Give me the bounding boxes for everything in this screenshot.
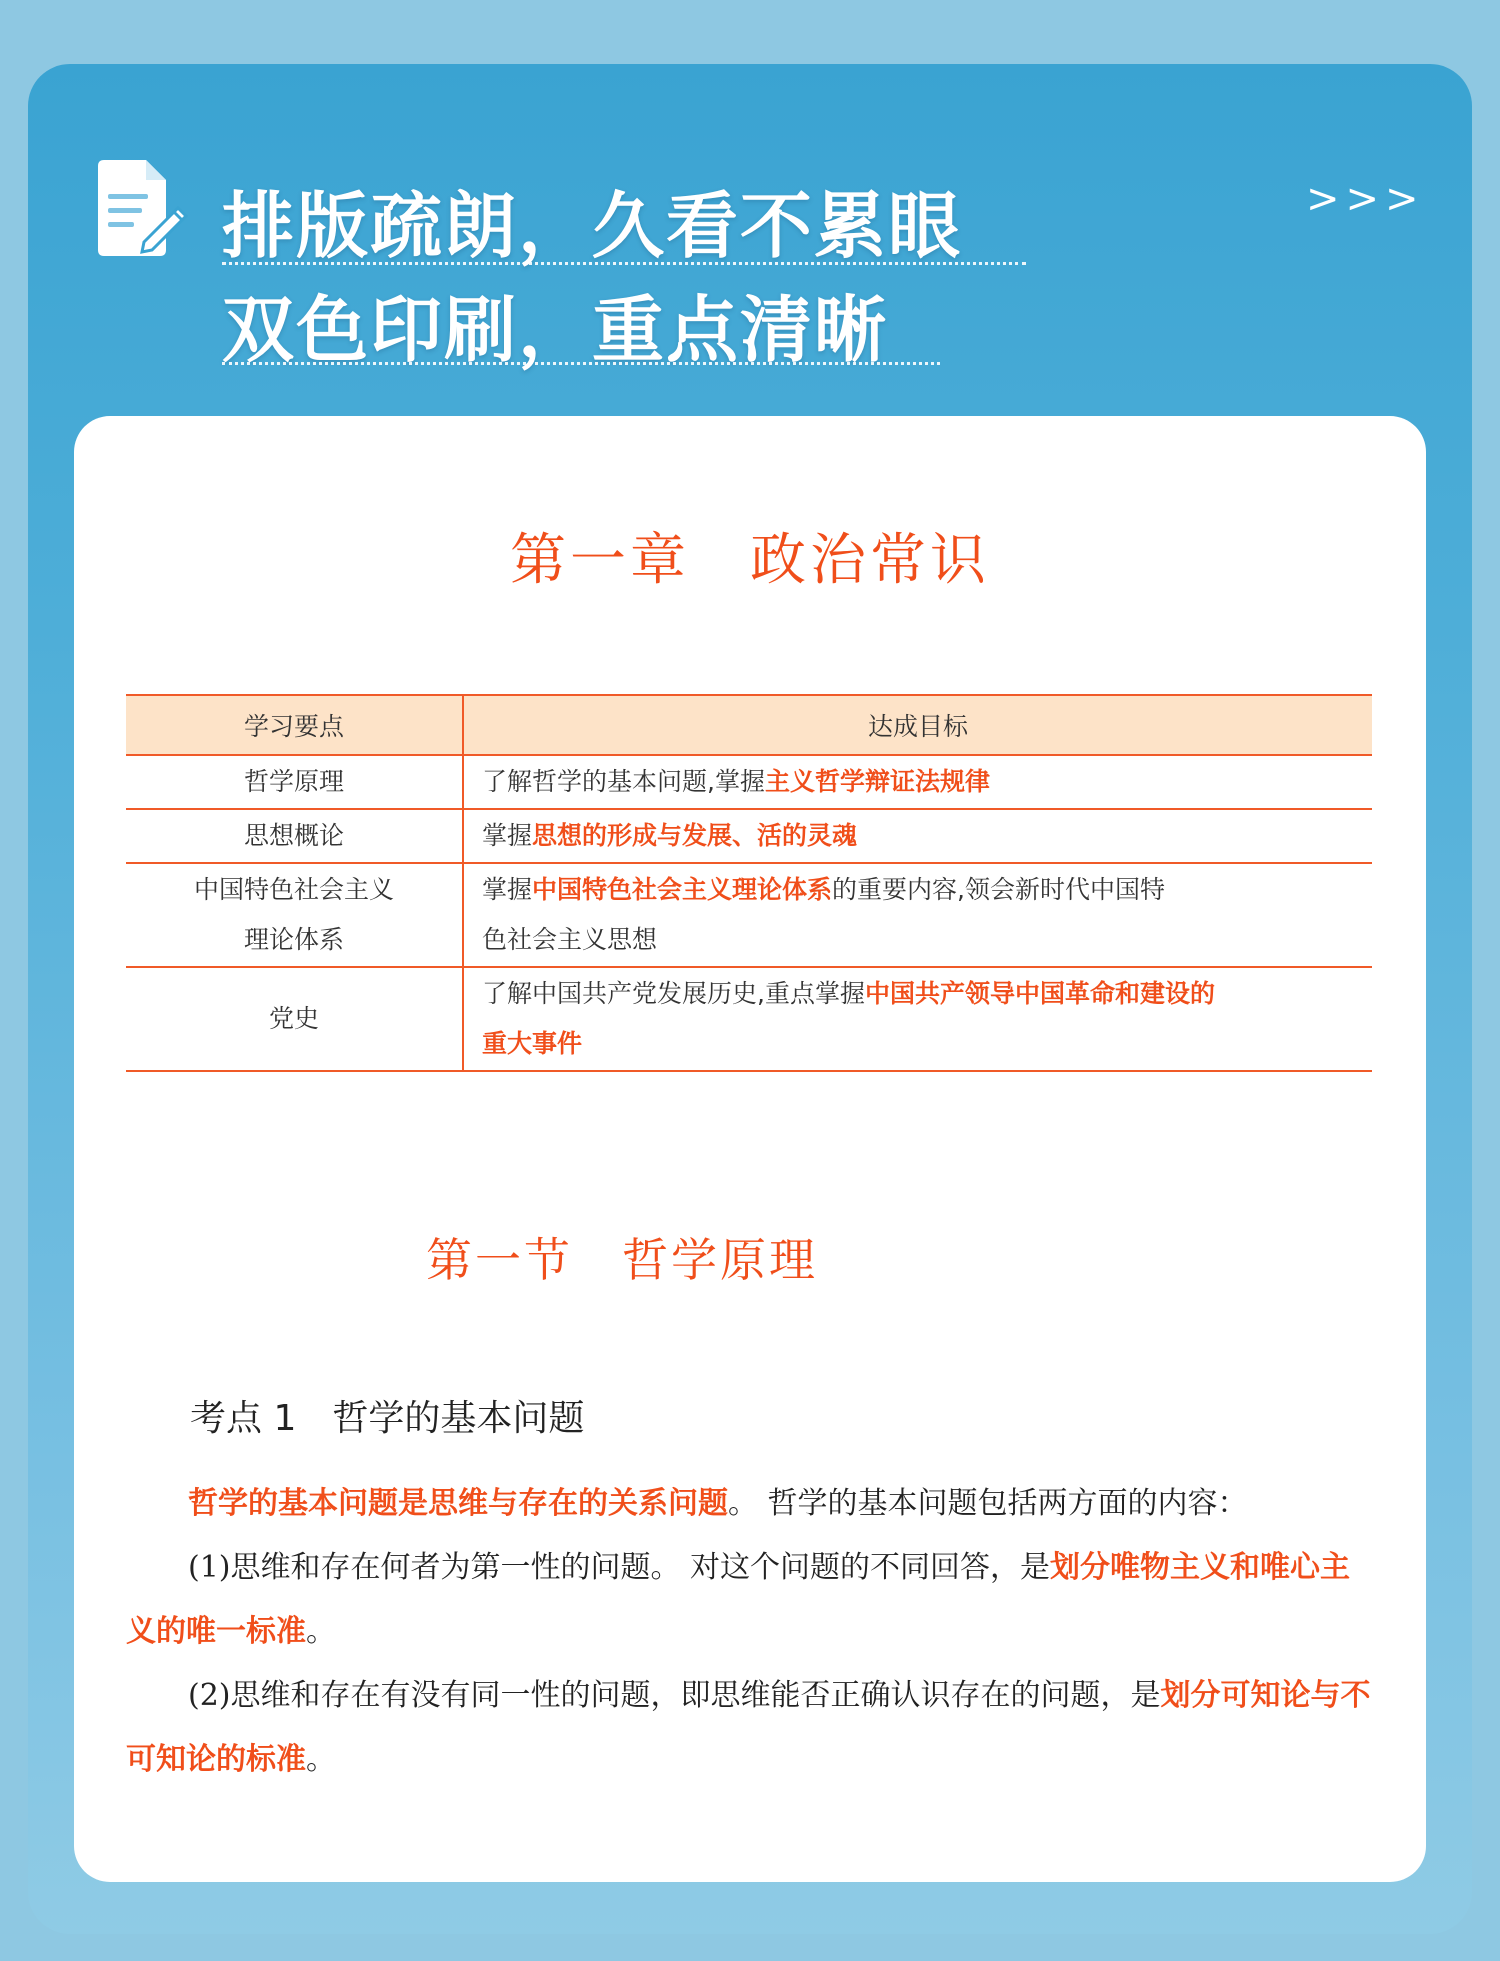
table-header-row	[126, 695, 1372, 755]
text-run: 了解中国共产党发展历史,重点掌握	[482, 979, 865, 1008]
table-header-cell: 达成目标	[463, 695, 1372, 755]
text-run: 。 哲学的基本问题包括两方面的内容：	[728, 1486, 1248, 1521]
study-point-text: 理论体系	[243, 925, 344, 954]
highlight-text: 中国共产领导中国革命和建设的	[864, 979, 1215, 1008]
document-pen-icon	[94, 158, 190, 258]
highlight-text: 划分可知论与不可知论的标准	[126, 1678, 1371, 1777]
table-row	[126, 809, 1372, 863]
goal-cell	[463, 809, 1372, 863]
text-run: (1)思维和存在何者为第一性的问题。 对这个问题的不同回答，是	[188, 1550, 1051, 1585]
table-row	[126, 863, 1372, 967]
highlight-text: 思想的形成与发展、活的灵魂	[532, 821, 858, 850]
body-text	[126, 1472, 1372, 1792]
paragraph	[126, 1536, 1372, 1664]
goal-cell	[463, 755, 1372, 809]
table-row	[126, 755, 1372, 809]
dotted-divider	[222, 262, 1026, 265]
text-run: (2)思维和存在有没有同一性的问题，即思维能否正确认识存在的问题，是	[188, 1678, 1161, 1713]
exam-point-title: 考点 1 哲学的基本问题	[190, 1398, 585, 1439]
study-point-text: 哲学原理	[243, 767, 344, 796]
study-point-cell	[126, 967, 463, 1071]
study-point-cell	[126, 755, 463, 809]
study-point-cell	[126, 809, 463, 863]
study-point-text: 党史	[268, 1004, 319, 1033]
section-title: 第一节 哲学原理	[426, 1233, 818, 1287]
highlight-text: 中国特色社会主义理论体系	[532, 875, 833, 904]
text-run: 。	[306, 1614, 336, 1649]
table-row	[126, 967, 1372, 1071]
chapter-title: 第一章 政治常识	[510, 528, 990, 593]
study-point-cell	[126, 863, 463, 967]
text-run: 掌握	[482, 821, 533, 850]
table-header-cell: 学习要点	[126, 695, 463, 755]
headline-line-2: 双色印刷，重点清晰	[222, 287, 889, 372]
study-point-text: 中国特色社会主义	[193, 875, 394, 904]
text-run: 掌握	[482, 875, 533, 904]
dotted-divider	[222, 362, 940, 365]
text-run: 的重要内容,领会新时代中国特	[832, 875, 1165, 904]
study-goals-table	[126, 694, 1372, 1072]
text-run: 色社会主义思想	[482, 925, 658, 954]
paragraph	[126, 1664, 1372, 1792]
text-run: 。	[306, 1742, 336, 1777]
highlight-text: 重大事件	[482, 1029, 583, 1058]
content-card	[74, 416, 1426, 1882]
study-point-text: 思想概论	[243, 821, 344, 850]
goal-cell	[463, 967, 1372, 1071]
text-run: 了解哲学的基本问题,掌握	[482, 767, 765, 796]
headline-line-1: 排版疏朗，久看不累眼	[222, 183, 963, 268]
highlight-text: 主义哲学辩证法规律	[764, 767, 990, 796]
highlight-text: 划分唯物主义和唯心主义的唯一标准	[126, 1550, 1351, 1649]
paragraph	[126, 1472, 1372, 1536]
goal-cell	[463, 863, 1372, 967]
chevron-right-icon: >>>	[1306, 176, 1425, 222]
highlight-text: 哲学的基本问题是思维与存在的关系问题	[188, 1486, 728, 1521]
